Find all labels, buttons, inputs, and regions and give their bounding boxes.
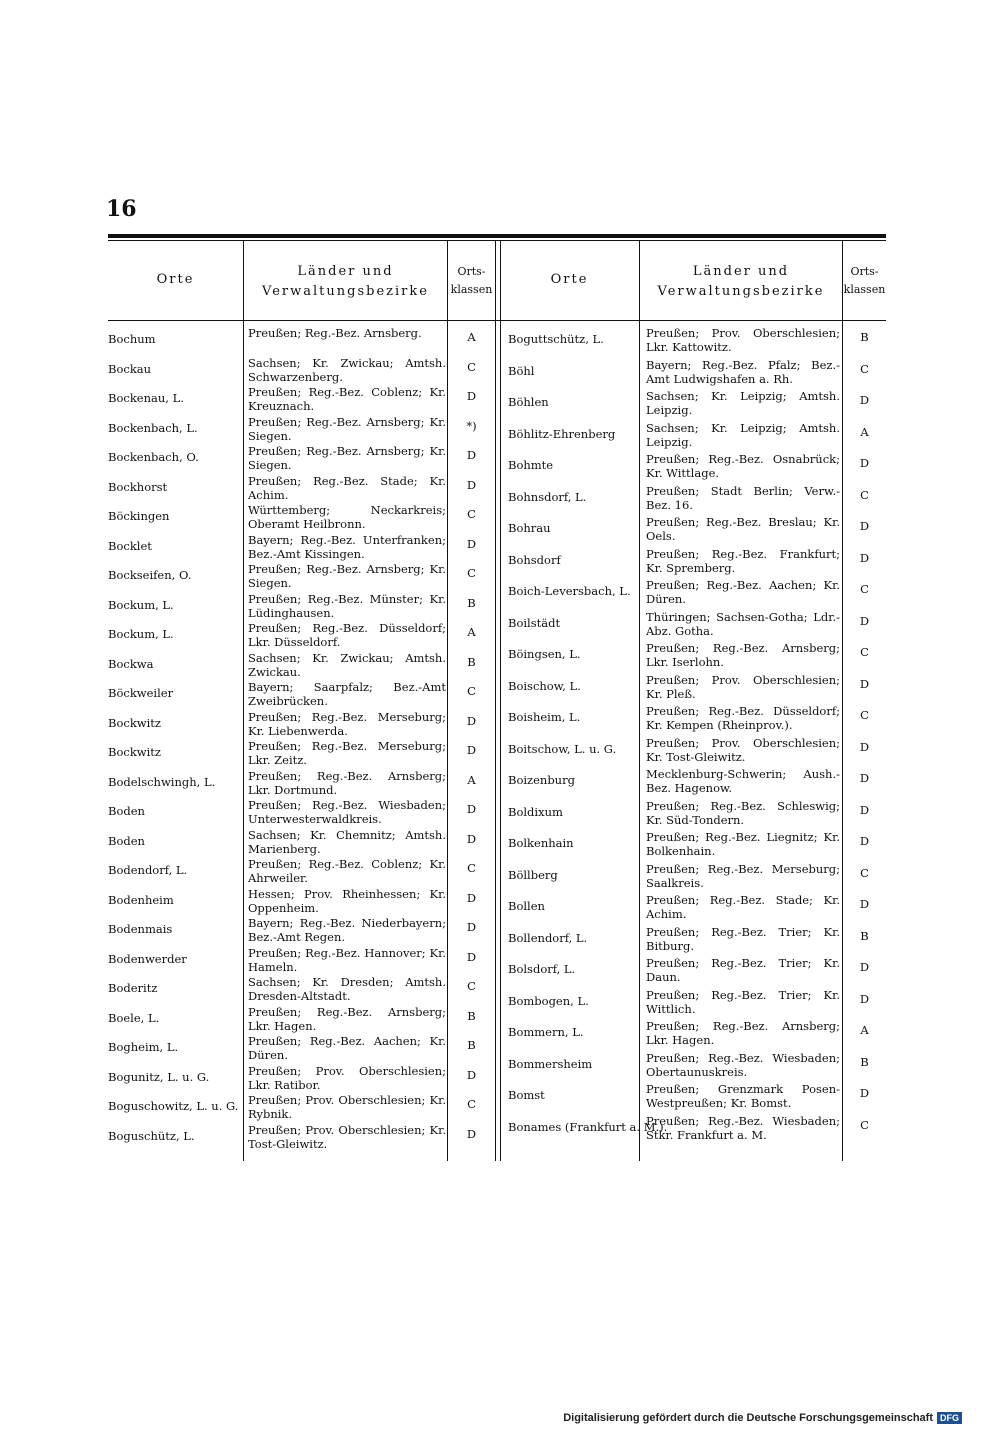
class-value: D: [859, 456, 870, 470]
district-text: Preußen; Prov. Oberschlesien; Kr. Pleß.: [646, 672, 840, 701]
class-value: C: [467, 566, 476, 580]
place-name: Bockenbach, O.: [108, 450, 199, 464]
list-item: [508, 1051, 886, 1083]
district-text: Preußen; Reg.-Bez. Hannover; Kr. Hameln.: [248, 945, 446, 974]
class-value: C: [467, 359, 476, 374]
district-text: Preußen; Reg.-Bez. Arnsberg; Lkr. Iserlohn.: [646, 641, 840, 669]
list-item: [108, 474, 495, 504]
place-name: Bockhorst: [108, 479, 168, 494]
district-text: Preußen; Reg.-Bez. Arnsberg; Lkr. Hagen.: [248, 1004, 446, 1033]
district-text: Preußen; Reg.-Bez. Merseburg; Lkr. Zeitz.: [248, 739, 446, 767]
list-item: [508, 673, 886, 705]
district-text: Sachsen; Kr. Chemnitz; Amtsh. Marienberg.: [248, 827, 446, 856]
place-name: Böckingen: [108, 509, 170, 523]
district-text: Preußen; Reg.-Bez. Arnsberg; Lkr. Hagen.: [646, 1019, 840, 1047]
list-item: [508, 893, 886, 925]
place-name: Böckweiler: [108, 686, 174, 700]
district-text: Preußen; Reg.-Bez. Trier; Kr. Bitburg.: [646, 924, 840, 953]
district-text: Sachsen; Kr. Zwickau; Amtsh. Schwarzenberg.: [248, 355, 446, 384]
list-item: [508, 515, 886, 547]
list-item: [508, 484, 886, 516]
district-text: Hessen; Prov. Rheinhessen; Kr. Oppenheim.: [248, 886, 446, 915]
list-item: [508, 452, 886, 484]
district-text: Bayern; Reg.-Bez. Pfalz; Bez.-Amt Ludwigshafen a. Rh.: [646, 357, 840, 386]
list-item: [108, 1093, 495, 1123]
list-item: [108, 592, 495, 622]
class-value: A: [860, 1023, 869, 1037]
class-value: D: [466, 802, 477, 816]
place-name: Bockum, L.: [108, 597, 174, 612]
district-text: Preußen; Reg.-Bez. Merseburg; Kr. Liebenwerda.: [248, 709, 446, 738]
class-value: B: [467, 595, 476, 610]
district-text: Preußen; Reg.-Bez. Arnsberg.: [248, 326, 422, 340]
list-item: [508, 578, 886, 610]
place-name: Bochum: [108, 332, 156, 346]
list-item: [508, 326, 886, 358]
left-entries: [108, 326, 495, 1152]
list-item: [108, 503, 495, 533]
district-text: Preußen; Reg.-Bez. Trier; Kr. Wittlich.: [646, 987, 840, 1016]
class-value: C: [860, 865, 869, 880]
place-name: Bommern, L.: [508, 1025, 584, 1039]
list-item: [108, 562, 495, 592]
list-item: [108, 385, 495, 415]
class-value: C: [860, 361, 869, 376]
district-text: Preußen; Reg.-Bez. Wiesbaden; Obertaunuskreis.: [646, 1050, 840, 1079]
list-item: [508, 547, 886, 579]
class-value: B: [467, 654, 476, 669]
class-value: D: [859, 1086, 870, 1100]
list-item: [108, 444, 495, 474]
class-value: C: [860, 708, 869, 722]
class-value: C: [467, 507, 476, 521]
class-value: D: [859, 991, 870, 1006]
place-name: Böhlitz-Ehrenberg: [508, 426, 616, 441]
list-item: [508, 956, 886, 988]
place-name: Bockseifen, O.: [108, 568, 192, 582]
top-rule-thick: [108, 234, 886, 238]
header-klassen-left-1: Orts-: [457, 265, 486, 278]
place-name: Boguschowitz, L. u. G.: [108, 1099, 239, 1113]
list-item: [508, 799, 886, 831]
place-name: Boguschütz, L.: [108, 1128, 195, 1143]
district-text: Württemberg; Neckarkreis; Oberamt Heilbronn.: [248, 503, 446, 531]
place-name: Boele, L.: [108, 1010, 160, 1025]
list-item: [508, 1019, 886, 1051]
list-item: [508, 389, 886, 421]
district-text: Sachsen; Kr. Zwickau; Amtsh. Zwickau.: [248, 650, 446, 679]
footer: [563, 1412, 962, 1424]
class-value: B: [467, 1038, 476, 1052]
list-item: [508, 1114, 886, 1146]
class-value: C: [467, 1097, 476, 1111]
class-value: D: [859, 771, 870, 785]
place-name: Boldixum: [508, 804, 563, 819]
place-name: Bockwa: [108, 656, 154, 671]
list-item: [108, 710, 495, 740]
place-name: Bolkenhain: [508, 836, 574, 850]
class-value: D: [859, 676, 870, 691]
footer-text: Digitalisierung gefördert durch die Deutsche Forschungsgemeinschaft: [563, 1412, 933, 1424]
class-value: B: [467, 1008, 476, 1023]
place-name: Boischow, L.: [508, 678, 581, 693]
list-item: [508, 925, 886, 957]
district-text: Preußen; Reg.-Bez. Düsseldorf; Lkr. Düsseldorf.: [248, 621, 446, 649]
class-value: D: [466, 389, 477, 403]
dfg-logo: DFG: [937, 1412, 962, 1424]
class-value: D: [859, 393, 870, 407]
list-item: [508, 704, 886, 736]
header-klassen-left-2: klassen: [450, 283, 493, 296]
list-item: [108, 1034, 495, 1064]
list-item: [108, 828, 495, 858]
class-value: C: [860, 645, 869, 659]
district-text: Preußen; Prov. Oberschlesien; Kr. Tost-Gleiwitz.: [646, 735, 840, 764]
list-item: [108, 680, 495, 710]
district-text: Preußen; Reg.-Bez. Trier; Kr. Daun.: [646, 956, 840, 984]
district-text: Preußen; Reg.-Bez. Breslau; Kr. Oels.: [646, 515, 840, 543]
district-text: Preußen; Reg.-Bez. Arnsberg; Kr. Siegen.: [248, 414, 446, 443]
district-text: Preußen; Reg.-Bez. Stade; Kr. Achim.: [248, 473, 446, 502]
class-value: D: [466, 448, 477, 462]
district-text: Preußen; Reg.-Bez. Münster; Kr. Lüdinghausen.: [248, 591, 446, 620]
list-item: [108, 533, 495, 563]
place-name: Boilstädt: [508, 615, 561, 630]
list-item: [508, 830, 886, 862]
district-text: Sachsen; Kr. Leipzig; Amtsh. Leipzig.: [646, 420, 840, 449]
place-name: Bohrau: [508, 521, 551, 535]
list-item: [508, 358, 886, 390]
place-name: Bohmte: [508, 458, 554, 472]
class-value: D: [466, 713, 477, 728]
header-orte-left: Orte: [156, 272, 195, 287]
class-value: A: [860, 424, 869, 439]
place-name: Bonames (Frankfurt a. M.).: [508, 1119, 668, 1134]
class-value: D: [859, 897, 870, 911]
place-name: Bogunitz, L. u. G.: [108, 1069, 210, 1084]
class-value: B: [860, 1054, 869, 1069]
class-value: D: [859, 834, 870, 848]
class-value: C: [467, 979, 476, 993]
class-value: D: [859, 519, 870, 533]
header-laender-left-2: Verwaltungsbezirke: [262, 284, 429, 299]
district-text: Preußen; Reg.-Bez. Wiesbaden; Stkr. Frankfurt a. M.: [646, 1113, 840, 1142]
place-name: Bodenwerder: [108, 951, 187, 966]
district-text: Preußen; Prov. Oberschlesien; Kr. Tost-Gleiwitz.: [248, 1122, 446, 1151]
header-laender-right-1: Länder und: [692, 264, 790, 279]
list-item: [108, 1005, 495, 1035]
place-name: Bohnsdorf, L.: [508, 489, 587, 504]
class-value: D: [466, 743, 477, 757]
place-name: Bollen: [508, 899, 545, 913]
class-value: D: [466, 920, 477, 934]
district-text: Preußen; Prov. Oberschlesien; Lkr. Ratibor.: [248, 1063, 446, 1092]
header-klassen-right-1: Orts-: [850, 265, 879, 278]
header-orte-right: Orte: [550, 272, 589, 287]
place-name: Böllberg: [508, 867, 558, 882]
class-value: C: [860, 582, 869, 596]
class-value: *): [466, 418, 477, 433]
place-name: Böingsen, L.: [508, 647, 581, 661]
place-name: Boitschow, L. u. G.: [508, 741, 617, 756]
list-item: [508, 1082, 886, 1114]
list-item: [508, 610, 886, 642]
class-value: C: [467, 684, 476, 698]
class-value: D: [859, 739, 870, 754]
place-name: Bodenmais: [108, 922, 173, 936]
place-name: Bocklet: [108, 538, 152, 553]
class-value: D: [466, 949, 477, 964]
district-text: Preußen; Reg.-Bez. Arnsberg; Kr. Siegen.: [248, 444, 446, 472]
district-text: Preußen; Reg.-Bez. Arnsberg; Lkr. Dortmund.: [248, 768, 446, 797]
district-text: Preußen; Reg.-Bez. Arnsberg; Kr. Siegen.: [248, 562, 446, 590]
district-text: Preußen; Reg.-Bez. Liegnitz; Kr. Bolkenhain.: [646, 830, 840, 858]
district-text: Preußen; Reg.-Bez. Aachen; Kr. Düren.: [646, 578, 840, 606]
list-item: [508, 641, 886, 673]
list-item: [108, 621, 495, 651]
page-number: 16: [106, 196, 137, 222]
district-text: Preußen; Reg.-Bez. Aachen; Kr. Düren.: [248, 1034, 446, 1062]
place-name: Bolsdorf, L.: [508, 962, 576, 976]
district-text: Preußen; Reg.-Bez. Osnabrück; Kr. Wittlage.: [646, 452, 840, 480]
list-item: [108, 769, 495, 799]
class-value: D: [466, 477, 477, 492]
place-name: Boden: [108, 804, 145, 818]
class-value: A: [467, 625, 476, 639]
list-item: [108, 326, 495, 356]
place-name: Bollendorf, L.: [508, 930, 588, 945]
district-text: Preußen; Reg.-Bez. Merseburg; Saalkreis.: [646, 861, 840, 890]
district-text: Bayern; Reg.-Bez. Unterfranken; Bez.-Amt Kissingen.: [248, 532, 446, 561]
place-name: Bockau: [108, 361, 152, 376]
class-value: C: [860, 487, 869, 502]
district-text: Preußen; Reg.-Bez. Düsseldorf; Kr. Kempen (Rheinprov.).: [646, 704, 840, 732]
district-text: Preußen; Reg.-Bez. Coblenz; Kr. Ahrweiler.: [248, 857, 446, 885]
list-item: [108, 857, 495, 887]
class-value: D: [466, 1126, 477, 1141]
district-text: Preußen; Prov. Oberschlesien; Kr. Rybnik.: [248, 1093, 446, 1121]
class-value: D: [466, 831, 477, 846]
header-laender-right-2: Verwaltungsbezirke: [657, 284, 825, 299]
place-name: Bockenbach, L.: [108, 420, 198, 435]
district-text: Preußen; Reg.-Bez. Schleswig; Kr. Süd-Tondern.: [646, 798, 840, 827]
list-item: [108, 415, 495, 445]
place-name: Boich-Leversbach, L.: [508, 584, 631, 598]
header-laender-left-1: Länder und: [297, 264, 394, 279]
list-item: [108, 651, 495, 681]
district-text: Preußen; Reg.-Bez. Wiesbaden; Unterwesterwaldkreis.: [248, 798, 446, 826]
list-item: [108, 916, 495, 946]
place-name: Bogheim, L.: [108, 1040, 179, 1054]
class-value: D: [859, 550, 870, 565]
class-value: A: [467, 330, 476, 344]
header-klassen-right-2: klassen: [843, 283, 886, 296]
class-value: D: [466, 1067, 477, 1082]
place-name: Boisheim, L.: [508, 710, 581, 724]
class-value: D: [466, 536, 477, 551]
class-value: D: [859, 960, 870, 974]
district-text: Preußen; Prov. Oberschlesien; Lkr. Kattowitz.: [646, 326, 840, 354]
class-value: D: [859, 802, 870, 817]
district-text: Preußen; Grenzmark Posen-Westpreußen; Kr. Bomst.: [646, 1082, 840, 1110]
district-text: Bayern; Reg.-Bez. Niederbayern; Bez.-Amt Regen.: [248, 916, 446, 944]
class-value: D: [466, 890, 477, 905]
list-item: [508, 736, 886, 768]
district-text: Preußen; Reg.-Bez. Frankfurt; Kr. Spremberg.: [646, 546, 840, 575]
district-text: Sachsen; Kr. Leipzig; Amtsh. Leipzig.: [646, 389, 840, 417]
place-name: Bodendorf, L.: [108, 863, 188, 877]
list-item: [108, 975, 495, 1005]
district-text: Bayern; Saarpfalz; Bez.-Amt Zweibrücken.: [248, 680, 446, 708]
place-name: Böhlen: [508, 395, 549, 409]
class-value: C: [467, 861, 476, 875]
class-value: C: [860, 1117, 869, 1132]
place-name: Bockwitz: [108, 745, 161, 759]
column-divider-double: [495, 241, 501, 1161]
place-name: Boderitz: [108, 981, 158, 995]
district-text: Sachsen; Kr. Dresden; Amtsh. Dresden-Altstadt.: [248, 975, 446, 1003]
place-name: Boizenburg: [508, 773, 575, 787]
place-name: Boguttschütz, L.: [508, 332, 604, 346]
district-text: Mecklenburg-Schwerin; Aush.-Bez. Hagenow.: [646, 767, 840, 795]
class-value: A: [467, 772, 476, 787]
place-name: Bommersheim: [508, 1056, 593, 1071]
place-name: Boden: [108, 833, 145, 848]
place-name: Böhl: [508, 363, 535, 378]
list-item: [508, 862, 886, 894]
place-name: Bohsdorf: [508, 552, 561, 567]
district-text: Preußen; Stadt Berlin; Verw.-Bez. 16.: [646, 483, 840, 512]
place-name: Bodelschwingh, L.: [108, 774, 216, 789]
list-item: [108, 798, 495, 828]
list-item: [108, 1064, 495, 1094]
place-name: Bockwitz: [108, 715, 161, 730]
class-value: B: [860, 330, 869, 344]
list-item: [108, 946, 495, 976]
list-item: [108, 887, 495, 917]
list-item: [108, 739, 495, 769]
class-value: D: [859, 613, 870, 628]
list-item: [108, 1123, 495, 1153]
right-entries: [508, 326, 886, 1145]
list-item: [108, 356, 495, 386]
class-value: B: [860, 928, 869, 943]
place-name: Bockum, L.: [108, 627, 174, 641]
place-name: Bockenau, L.: [108, 391, 184, 405]
place-name: Bombogen, L.: [508, 993, 589, 1008]
list-item: [508, 767, 886, 799]
district-text: Preußen; Reg.-Bez. Stade; Kr. Achim.: [646, 893, 840, 921]
list-item: [508, 988, 886, 1020]
place-name: Bomst: [508, 1088, 545, 1102]
district-text: Thüringen; Sachsen-Gotha; Ldr.-Abz. Gotha.: [646, 609, 840, 638]
list-item: [508, 421, 886, 453]
place-name: Bodenheim: [108, 892, 174, 907]
district-text: Preußen; Reg.-Bez. Coblenz; Kr. Kreuznach.: [248, 385, 446, 413]
